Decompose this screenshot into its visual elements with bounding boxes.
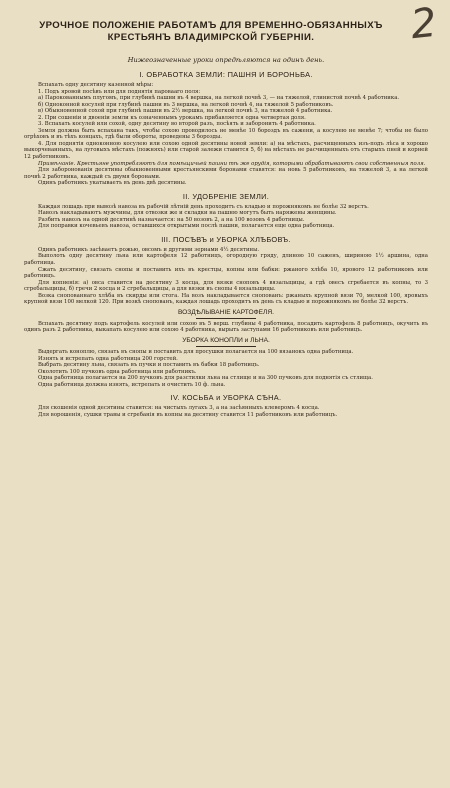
s6-paragraph: Для ворошенiя, сушки травы и сгребанiя въ копны на десятину ставится 11 работниковъ или работницъ. <box>38 411 338 418</box>
section-4-heading: IV. КОСЬБА и УБОРКА СѢНА. <box>170 393 282 403</box>
s1-paragraph: Земля должна быть вспахана такъ, чтобы сохою проводилось не менѣе 10 бороздъ въ сажени, а косулею не менѣе 7; чтобы не было огрѣховъ и въ тѣхъ концахъ, гдѣ были обороты, проведены 3 борозды. <box>24 127 428 141</box>
intro-note: Нижеозначенные уроки опредѣляются на одинъ день. <box>127 56 325 64</box>
hemp-flax-heading: УБОРКА КОНОПЛИ и ЛЬНА. <box>182 336 270 344</box>
divider <box>196 346 256 347</box>
s5-paragraph: Околотить 100 пучковъ одна работница или работникъ. <box>38 368 197 375</box>
section-2-heading: II. УДОБРЕНIЕ ЗЕМЛИ. <box>182 191 270 201</box>
s3-paragraph: Возка снопованнаго хлѣба въ скирды или стога. На возъ накладывается снопованъ: ржаныхъ крупной вязи 70, мелкой 100, яровыхъ крупной вязи 100 мелкой 120. При возкѣ снопованъ, каждая лошадь проходитъ въ день съ кладью и порожнякомъ не болѣе 32 верстъ. <box>24 292 428 306</box>
s5-paragraph: Выбрать десятину льна, связать въ пучки и поставить въ бабки 18 работницъ. <box>38 362 260 369</box>
s1-paragraph: 1. Подъ яровой посѣвъ или для поднятiя паровааго поля: <box>38 88 201 95</box>
s1-paragraph: Для заборонованiя десятины обыкновенными крестьянскими боронами ставятся: на новь 5 работниковъ, на тяжелой 3, а на легкой почвѣ 2 работника, каждый съ двумя боронами. <box>24 167 428 180</box>
title-line-1: УРОЧНОЕ ПОЛОЖЕНIЕ РАБОТАМЪ ДЛЯ ВРЕМЕННО-ОБЯЗАННЫХЪ <box>39 20 383 31</box>
s1-paragraph: 4. Для поднятiя одноконною косулею или сохою одной десятины новой земли: а) на мѣстахъ, расчищенныхъ изъ-подъ лѣса и хорошо выкорчеванныхъ, на луговыхъ мѣстахъ (пожняхъ) или старой залежи ставится 5, б) на мѣстахъ не расчищенныхъ отъ старыхъ пней и корней 12 работниковъ. <box>24 140 428 161</box>
s1-paragraph: в) Обыкновенной сохой при глубинѣ пашни въ 2½ вершка, на легкой почвѣ 3, на тяжелой 4 работника. <box>38 108 333 115</box>
s5-paragraph: Выдергать коноплю, связать въ снопы и поставить для просушки полагается на 100 вязанокъ одна работница. <box>38 348 354 355</box>
s5-paragraph: Одна работница должна изнять, истрепать и очистить 10 ф. льна. <box>38 381 226 388</box>
s3-paragraph: Одинъ работникъ засѣваетъ рожью, овсомъ и другими зернами 4½ десятины. <box>38 246 260 253</box>
potato-heading: ВОЗДѢЛЫВАНIЕ КАРТОФЕЛЯ. <box>178 308 274 316</box>
s2-paragraph: Для поправки кочевьевъ навоза, оставшихся открытыми послѣ пашни, полагается еще одна работница. <box>38 223 335 230</box>
s5-paragraph: Изнять и истрепать одна работница 200 горстей. <box>38 355 178 362</box>
s1-paragraph: Примѣчанiе. Крестьяне употребляютъ для помѣщичьей пашни тѣ же орудiя, которыми обрабатываютъ свои собственныя поля. <box>38 160 426 167</box>
title-line-2: КРЕСТЬЯНЪ ВЛАДИМIРСКОЙ ГУБЕРНIИ. <box>107 32 315 43</box>
s3-paragraph: Для копненiя: а) овса ставится на десятину 3 косца, для вязки сноповъ 4 вязальщицы, а гдѣ овесъ сгребается въ копны, то 3 сгребальщицы, б) гречи 2 косца и 2 сгребальщицы, а для вязки въ снопы 4 вязальщицы. <box>24 279 428 293</box>
s2-paragraph: Каждая лошадь при вывозѣ навоза въ рабочiй лѣтнiй день проходитъ съ кладью и порожнякомъ не болѣе 32 верстъ. <box>38 203 369 210</box>
s2-paragraph: Навозъ накладываютъ мужчины, для отвозки же и складки на пашню могутъ быть наряжены женщины. <box>38 210 337 217</box>
s1-paragraph: а) Парокованнымъ плугомъ, при глубинѣ пашни въ 4 вершка, на легкой почвѣ 3, — на тяжелой, глинистой почвѣ 4 работника. <box>38 95 400 102</box>
s3-paragraph: Выполоть одну десятину льна или картофеля 12 работницъ, огородную гряду, длиною 10 саженъ, шириною 1½ аршина, одна работница. <box>24 253 428 267</box>
folio-number: 2 <box>408 0 439 49</box>
s1-paragraph: Одинъ работникъ укатываетъ въ день двѣ десятины. <box>38 180 187 187</box>
s1-paragraph: б) Одноконной косулей при глубинѣ пашни въ 3 вершка, на легкой почвѣ 4, на тяжелой 5 работниковъ. <box>38 101 334 108</box>
divider <box>196 318 256 319</box>
section-3-heading: III. ПОСѢВЪ и УБОРКА ХЛѢБОВЪ. <box>161 234 291 244</box>
section-1-heading: I. ОБРАБОТКА ЗЕМЛИ: ПАШНЯ И БОРОНЬБА. <box>139 70 313 79</box>
s5-paragraph: Одна работница полагается на 200 пучковъ для разстилки льна на стлище и на 300 пучковъ для поднятiя съ стлища. <box>38 375 373 382</box>
s4-paragraph: Вспахать десятину подъ картофель косулей или сохою въ 5 верш. глубины 4 работника, посадить картофель 8 работницъ, окучить въ одинъ разъ 2 работника, выкапать косулею или сохою 4 работника, вырыть заступами 16 работниковъ или работницъ. <box>24 320 428 334</box>
s6-paragraph: Для скошенiя одной десятины ставится: на чистыхъ лугахъ 3, а на засѣянныхъ клеверомъ 4 косца. <box>38 405 320 412</box>
s1-paragraph: 3. Вспахать косулей или сохой, одну десятину во второй разъ, посѣять и заборонить 4 работника. <box>38 121 316 128</box>
s3-paragraph: Сжать десятину, связать снопы и поставить ихъ въ крестцы, копны или бабки: ржаного хлѣба 10, ярового 12 работниковъ или работницъ. <box>24 266 428 280</box>
s1-paragraph: 2. При сошенiи и двоенiи земли къ означеннымъ урокамъ прибавляется одна четвертая доля. <box>38 114 306 121</box>
s2-paragraph: Разбить навозъ на одной десятинѣ назначается: на 50 возовъ 2, а на 100 возовъ 4 работницы. <box>38 216 305 223</box>
s1-paragraph: Вспахать одну десятину казенной мѣры: <box>38 82 154 88</box>
document-title <box>24 20 398 44</box>
